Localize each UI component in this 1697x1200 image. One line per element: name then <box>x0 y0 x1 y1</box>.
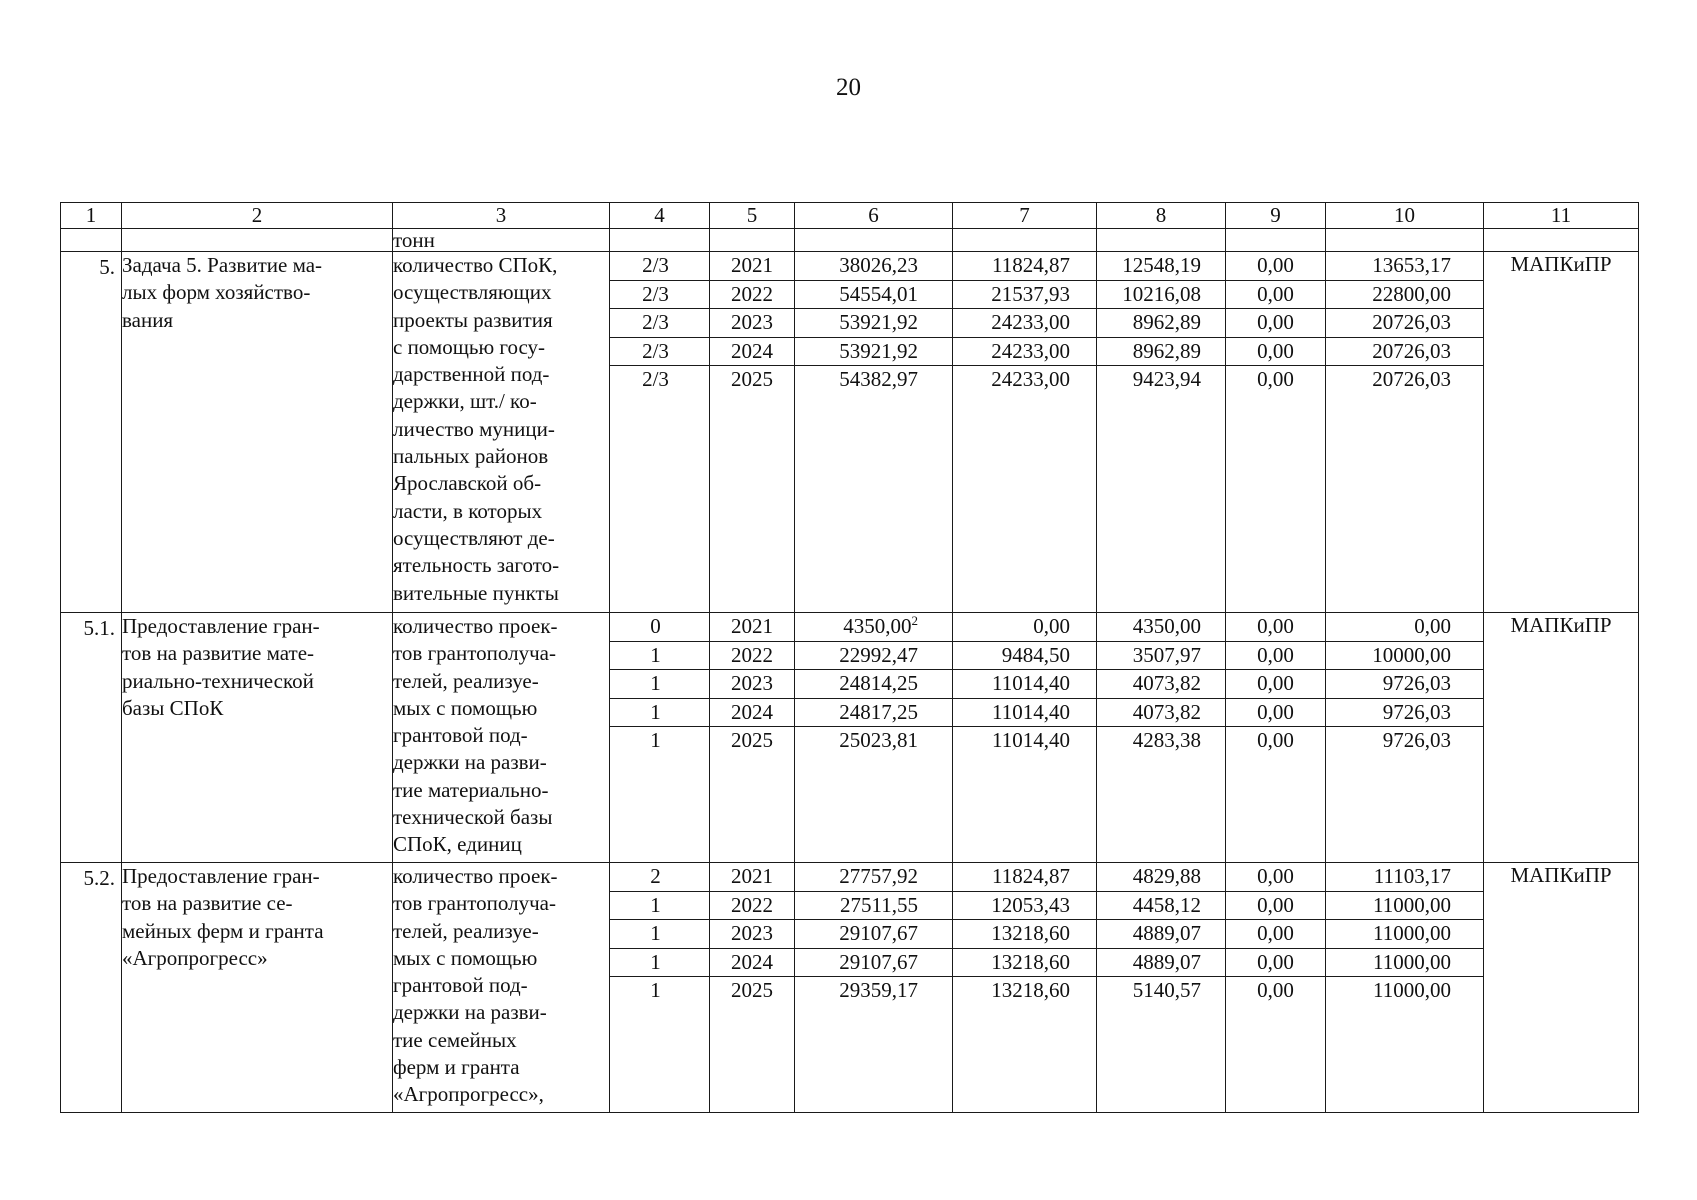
row-name: Задача 5. Развитие ма- лых форм хозяйство- вания <box>122 252 393 613</box>
column-header: 8 <box>1097 203 1226 229</box>
value-text: 4889,07 <box>1132 949 1201 974</box>
value-text: 1 <box>650 642 661 667</box>
value-text: 11824,87 <box>992 253 1070 277</box>
executor-cell: МАПКиПР <box>1484 613 1639 863</box>
value-cell-c9 <box>1226 613 1325 642</box>
value-cell-c10 <box>1326 977 1483 1005</box>
value-cell-c9 <box>1226 366 1325 394</box>
value-cell-c8 <box>1097 309 1225 338</box>
value-cell-c4 <box>610 281 709 310</box>
value-text: 11014,40 <box>992 671 1070 695</box>
table-row <box>61 252 1639 613</box>
value-cell-c8 <box>1097 977 1225 1005</box>
value-text: 11000,00 <box>1373 921 1451 945</box>
year-values-cell <box>610 613 710 863</box>
value-text: 38026,23 <box>839 253 918 277</box>
value-cell-c6 <box>795 252 952 281</box>
year-values-list <box>795 613 952 755</box>
value-text: 0,00 <box>1257 281 1294 306</box>
empty-cell <box>1097 229 1226 252</box>
value-text: 4350,00 <box>843 614 912 638</box>
value-text: 11014,40 <box>992 699 1070 724</box>
value-text: 20726,03 <box>1372 367 1451 391</box>
table-row <box>61 613 1639 863</box>
year-values-list <box>953 613 1096 755</box>
row-number: 5. <box>61 252 122 613</box>
value-text: 2025 <box>731 978 773 1002</box>
value-cell-c9 <box>1226 281 1325 310</box>
value-text: 11103,17 <box>1373 864 1451 888</box>
column-header: 6 <box>795 203 953 229</box>
value-cell-c4 <box>610 338 709 367</box>
value-text: 0,00 <box>1257 699 1294 724</box>
value-cell-c4 <box>610 892 709 921</box>
value-text: 1 <box>650 671 661 695</box>
year-values-list <box>953 863 1096 1005</box>
value-cell-c8 <box>1097 670 1225 699</box>
value-cell-c4 <box>610 699 709 728</box>
value-cell-c7 <box>953 892 1096 921</box>
value-text: 13653,17 <box>1372 253 1451 277</box>
page-number: 20 <box>836 74 861 101</box>
value-text: 11000,00 <box>1373 892 1451 917</box>
value-cell-c6 <box>795 613 952 642</box>
value-cell-c7 <box>953 252 1096 281</box>
value-cell-c10 <box>1326 920 1483 949</box>
year-values-cell <box>1326 252 1484 613</box>
value-cell-c10 <box>1326 338 1483 367</box>
value-text: 8962,89 <box>1132 338 1201 363</box>
value-cell-c9 <box>1226 699 1325 728</box>
year-values-cell <box>710 863 795 1113</box>
column-header: 9 <box>1226 203 1326 229</box>
row-indicator: количество проек- тов грантополуча- телей, реализуе- мых с помощью грантовой под- держки на разви- тие материально- технической базы СПоК, единиц <box>393 613 610 863</box>
value-text: 2023 <box>731 671 773 695</box>
value-text: 0,00 <box>1257 921 1294 945</box>
value-cell-c10 <box>1326 642 1483 671</box>
value-text: 2/3 <box>642 253 669 277</box>
value-cell-c7 <box>953 338 1096 367</box>
value-text: 0,00 <box>1257 728 1294 752</box>
value-cell-c5 <box>710 366 794 394</box>
value-cell-c6 <box>795 977 952 1005</box>
value-text: 20726,03 <box>1372 310 1451 334</box>
value-text: 9423,94 <box>1132 367 1201 391</box>
value-text: 0,00 <box>1414 614 1451 638</box>
value-cell-c6 <box>795 642 952 671</box>
value-cell-c9 <box>1226 670 1325 699</box>
year-values-list <box>1226 252 1325 394</box>
footnote-marker: 2 <box>911 613 918 628</box>
value-text: 4458,12 <box>1132 892 1201 917</box>
year-values-cell <box>610 863 710 1113</box>
value-text: 4073,82 <box>1132 699 1201 724</box>
value-text: 1 <box>650 699 661 724</box>
column-number-row <box>61 203 1639 229</box>
year-values-list <box>710 863 794 1005</box>
year-values-cell <box>710 252 795 613</box>
value-text: 0,00 <box>1257 367 1294 391</box>
row-number: 5.2. <box>61 863 122 1113</box>
year-values-list <box>1097 613 1225 755</box>
value-text: 25023,81 <box>839 728 918 752</box>
empty-cell <box>1326 229 1484 252</box>
executor-cell: МАПКиПР <box>1484 863 1639 1113</box>
value-text: 29359,17 <box>839 978 918 1002</box>
value-text: 0,00 <box>1257 253 1294 277</box>
row-indicator: количество СПоК, осуществляющих проекты развития с помощью госу- дарственной под- держки, шт./ ко- личество муници- пальных районов Ярославской об- ласти, в которых осуществляют де- ятельность загото- вительные пункты <box>393 252 610 613</box>
value-text: 29107,67 <box>839 921 918 945</box>
value-cell-c8 <box>1097 863 1225 892</box>
value-cell-c8 <box>1097 949 1225 978</box>
value-cell-c6 <box>795 366 952 394</box>
value-cell-c10 <box>1326 613 1483 642</box>
value-cell-c7 <box>953 281 1096 310</box>
year-values-cell <box>1226 863 1326 1113</box>
value-text: 2023 <box>731 921 773 945</box>
value-text: 29107,67 <box>839 949 918 974</box>
value-text: 24814,25 <box>839 671 918 695</box>
value-text: 22992,47 <box>839 642 918 667</box>
value-text: 12548,19 <box>1122 253 1201 277</box>
value-text: 53921,92 <box>839 310 918 334</box>
column-header: 11 <box>1484 203 1639 229</box>
value-text: 27757,92 <box>839 864 918 888</box>
value-text: 11824,87 <box>992 864 1070 888</box>
value-cell-c7 <box>953 699 1096 728</box>
value-text: 2021 <box>731 864 773 888</box>
year-values-list <box>1326 252 1483 394</box>
value-cell-c9 <box>1226 642 1325 671</box>
value-text: 4073,82 <box>1132 671 1201 695</box>
column-header: 3 <box>393 203 610 229</box>
value-cell-c8 <box>1097 727 1225 755</box>
value-text: 3507,97 <box>1132 642 1201 667</box>
value-cell-c5 <box>710 977 794 1005</box>
year-values-list <box>710 613 794 755</box>
value-cell-c8 <box>1097 252 1225 281</box>
value-text: 10000,00 <box>1372 642 1451 667</box>
empty-cell <box>610 229 710 252</box>
value-cell-c6 <box>795 949 952 978</box>
value-cell-c7 <box>953 977 1096 1005</box>
value-text: 1 <box>650 921 661 945</box>
empty-cell <box>122 229 393 252</box>
year-values-cell <box>1326 863 1484 1113</box>
value-text: 2024 <box>731 949 773 974</box>
empty-cell <box>953 229 1097 252</box>
year-values-cell <box>953 252 1097 613</box>
value-cell-c10 <box>1326 727 1483 755</box>
value-cell-c7 <box>953 949 1096 978</box>
value-text: 53921,92 <box>839 338 918 363</box>
units-cell: тонн <box>393 229 610 252</box>
value-cell-c5 <box>710 670 794 699</box>
year-values-cell <box>1326 613 1484 863</box>
value-cell-c6 <box>795 309 952 338</box>
year-values-list <box>610 613 709 755</box>
year-values-list <box>1226 863 1325 1005</box>
year-values-list <box>1226 613 1325 755</box>
value-cell-c10 <box>1326 366 1483 394</box>
value-cell-c6 <box>795 699 952 728</box>
value-text: 2021 <box>731 253 773 277</box>
year-values-cell <box>1097 252 1226 613</box>
value-cell-c4 <box>610 949 709 978</box>
value-text: 1 <box>650 892 661 917</box>
row-name: Предоставление гран- тов на развитие се- мейных ферм и гранта «Агропрогресс» <box>122 863 393 1113</box>
value-cell-c7 <box>953 863 1096 892</box>
value-cell-c5 <box>710 252 794 281</box>
value-text: 1 <box>650 728 661 752</box>
value-cell-c10 <box>1326 949 1483 978</box>
value-text: 4350,00 <box>1132 614 1201 638</box>
year-values-cell <box>795 863 953 1113</box>
value-cell-c9 <box>1226 338 1325 367</box>
value-text: 0,00 <box>1257 310 1294 334</box>
value-cell-c9 <box>1226 309 1325 338</box>
value-cell-c9 <box>1226 949 1325 978</box>
value-cell-c6 <box>795 338 952 367</box>
value-cell-c10 <box>1326 863 1483 892</box>
value-text: 9726,03 <box>1382 699 1451 724</box>
value-cell-c9 <box>1226 892 1325 921</box>
value-text: 9484,50 <box>1001 642 1070 667</box>
year-values-cell <box>1226 613 1326 863</box>
units-row <box>61 229 1639 252</box>
value-text: 4283,38 <box>1132 728 1201 752</box>
value-cell-c9 <box>1226 977 1325 1005</box>
value-cell-c7 <box>953 366 1096 394</box>
value-text: 4829,88 <box>1132 864 1201 888</box>
value-cell-c10 <box>1326 699 1483 728</box>
value-text: 54554,01 <box>839 281 918 306</box>
year-values-list <box>610 252 709 394</box>
value-cell-c4 <box>610 252 709 281</box>
value-cell-c4 <box>610 920 709 949</box>
year-values-list <box>795 863 952 1005</box>
program-table <box>60 202 1639 1113</box>
value-text: 12053,43 <box>991 892 1070 917</box>
value-text: 24233,00 <box>991 367 1070 391</box>
value-cell-c5 <box>710 699 794 728</box>
value-cell-c8 <box>1097 338 1225 367</box>
value-text: 0,00 <box>1257 614 1294 638</box>
value-text: 24233,00 <box>991 338 1070 363</box>
year-values-cell <box>795 252 953 613</box>
value-text: 8962,89 <box>1132 310 1201 334</box>
value-cell-c10 <box>1326 670 1483 699</box>
value-text: 2025 <box>731 728 773 752</box>
year-values-list <box>1097 252 1225 394</box>
value-cell-c9 <box>1226 727 1325 755</box>
value-text: 11000,00 <box>1373 978 1451 1002</box>
year-values-list <box>610 863 709 1005</box>
value-cell-c5 <box>710 949 794 978</box>
value-cell-c7 <box>953 642 1096 671</box>
column-header: 4 <box>610 203 710 229</box>
value-text: 0,00 <box>1033 614 1070 638</box>
year-values-cell <box>1226 252 1326 613</box>
value-text: 0 <box>650 614 661 638</box>
column-header: 5 <box>710 203 795 229</box>
value-text: 0,00 <box>1257 338 1294 363</box>
empty-cell <box>795 229 953 252</box>
value-cell-c4 <box>610 863 709 892</box>
value-cell-c5 <box>710 863 794 892</box>
value-cell-c8 <box>1097 281 1225 310</box>
value-text: 10216,08 <box>1122 281 1201 306</box>
value-cell-c7 <box>953 727 1096 755</box>
value-text: 13218,60 <box>991 978 1070 1002</box>
value-text: 2024 <box>731 699 773 724</box>
value-cell-c5 <box>710 892 794 921</box>
value-text: 20726,03 <box>1372 338 1451 363</box>
row-number: 5.1. <box>61 613 122 863</box>
value-cell-c10 <box>1326 892 1483 921</box>
value-text: 2022 <box>731 642 773 667</box>
executor-cell: МАПКиПР <box>1484 252 1639 613</box>
value-cell-c5 <box>710 727 794 755</box>
year-values-cell <box>1097 863 1226 1113</box>
value-cell-c6 <box>795 892 952 921</box>
value-cell-c8 <box>1097 613 1225 642</box>
value-cell-c9 <box>1226 252 1325 281</box>
value-text: 22800,00 <box>1372 281 1451 306</box>
year-values-list <box>795 252 952 394</box>
value-text: 2/3 <box>642 338 669 363</box>
value-cell-c4 <box>610 309 709 338</box>
value-cell-c8 <box>1097 920 1225 949</box>
value-text: 5140,57 <box>1132 978 1201 1002</box>
value-cell-c5 <box>710 613 794 642</box>
value-text: 0,00 <box>1257 864 1294 888</box>
value-text: 0,00 <box>1257 978 1294 1002</box>
value-cell-c7 <box>953 309 1096 338</box>
empty-cell <box>1484 229 1639 252</box>
value-cell-c6 <box>795 920 952 949</box>
year-values-cell <box>710 613 795 863</box>
year-values-cell <box>953 863 1097 1113</box>
value-text: 0,00 <box>1257 671 1294 695</box>
value-cell-c6 <box>795 670 952 699</box>
value-text: 1 <box>650 978 661 1002</box>
year-values-list <box>1097 863 1225 1005</box>
value-cell-c10 <box>1326 252 1483 281</box>
value-text: 11000,00 <box>1373 949 1451 974</box>
column-header: 2 <box>122 203 393 229</box>
year-values-list <box>710 252 794 394</box>
table-row <box>61 863 1639 1113</box>
value-text: 2025 <box>731 367 773 391</box>
value-text: 2024 <box>731 338 773 363</box>
year-values-cell <box>1097 613 1226 863</box>
value-text: 2/3 <box>642 310 669 334</box>
year-values-cell <box>795 613 953 863</box>
year-values-list <box>1326 863 1483 1005</box>
value-cell-c6 <box>795 863 952 892</box>
value-cell-c5 <box>710 642 794 671</box>
value-text: 13218,60 <box>991 949 1070 974</box>
row-name: Предоставление гран- тов на развитие мате- риально-технической базы СПоК <box>122 613 393 863</box>
value-cell-c5 <box>710 338 794 367</box>
value-text: 2021 <box>731 614 773 638</box>
value-cell-c4 <box>610 727 709 755</box>
year-values-list <box>953 252 1096 394</box>
value-text: 2022 <box>731 892 773 917</box>
value-text: 0,00 <box>1257 892 1294 917</box>
value-text: 11014,40 <box>992 728 1070 752</box>
value-text: 27511,55 <box>840 892 918 917</box>
value-cell-c8 <box>1097 642 1225 671</box>
value-cell-c9 <box>1226 863 1325 892</box>
value-text: 9726,03 <box>1382 671 1451 695</box>
empty-cell <box>61 229 122 252</box>
value-text: 2/3 <box>642 367 669 391</box>
value-text: 4889,07 <box>1132 921 1201 945</box>
value-text: 24233,00 <box>991 310 1070 334</box>
value-cell-c5 <box>710 309 794 338</box>
value-text: 24817,25 <box>839 699 918 724</box>
column-header: 7 <box>953 203 1097 229</box>
empty-cell <box>1226 229 1326 252</box>
value-text: 54382,97 <box>839 367 918 391</box>
value-cell-c10 <box>1326 309 1483 338</box>
value-text: 2023 <box>731 310 773 334</box>
value-cell-c8 <box>1097 699 1225 728</box>
row-indicator: количество проек- тов грантополуча- телей, реализуе- мых с помощью грантовой под- держки на разви- тие семейных ферм и гранта «Агропрогресс», <box>393 863 610 1113</box>
value-text: 0,00 <box>1257 642 1294 667</box>
value-text: 1 <box>650 949 661 974</box>
value-cell-c8 <box>1097 892 1225 921</box>
value-cell-c6 <box>795 281 952 310</box>
value-cell-c7 <box>953 670 1096 699</box>
value-cell-c6 <box>795 727 952 755</box>
value-cell-c4 <box>610 613 709 642</box>
value-cell-c10 <box>1326 281 1483 310</box>
empty-cell <box>710 229 795 252</box>
value-cell-c8 <box>1097 366 1225 394</box>
value-cell-c7 <box>953 613 1096 642</box>
value-cell-c4 <box>610 977 709 1005</box>
value-cell-c9 <box>1226 920 1325 949</box>
value-cell-c5 <box>710 281 794 310</box>
value-text: 13218,60 <box>991 921 1070 945</box>
column-header: 10 <box>1326 203 1484 229</box>
column-header: 1 <box>61 203 122 229</box>
value-cell-c4 <box>610 366 709 394</box>
value-text: 21537,93 <box>991 281 1070 306</box>
value-cell-c4 <box>610 670 709 699</box>
value-text: 0,00 <box>1257 949 1294 974</box>
value-text: 9726,03 <box>1382 728 1451 752</box>
value-cell-c5 <box>710 920 794 949</box>
value-text: 2022 <box>731 281 773 306</box>
year-values-cell <box>610 252 710 613</box>
value-text: 2/3 <box>642 281 669 306</box>
value-cell-c4 <box>610 642 709 671</box>
year-values-cell <box>953 613 1097 863</box>
value-text: 2 <box>650 864 661 888</box>
year-values-list <box>1326 613 1483 755</box>
value-cell-c7 <box>953 920 1096 949</box>
